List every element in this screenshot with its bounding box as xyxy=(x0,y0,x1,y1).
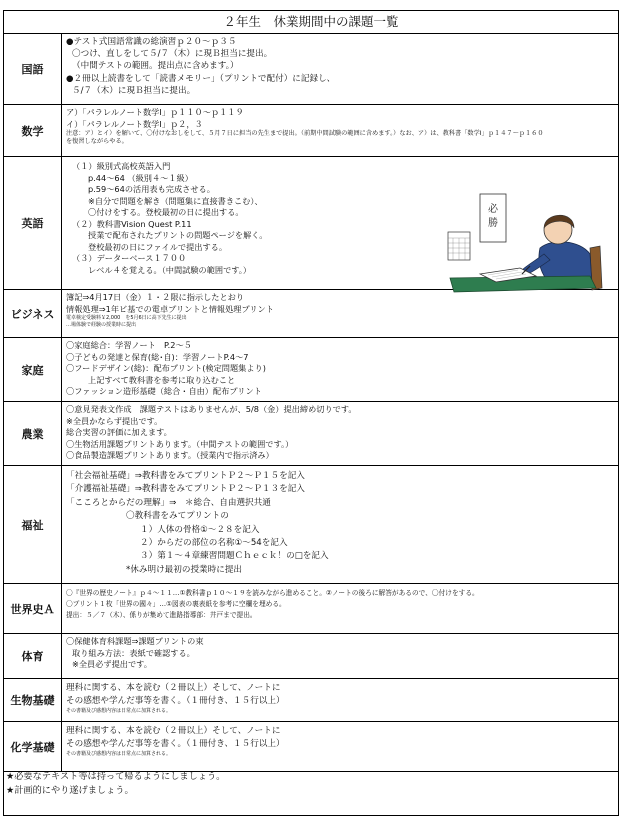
content-line: レベル４を覚える。（中間試験の範囲です。） xyxy=(88,264,252,275)
row-content xyxy=(62,679,619,722)
content-line: …場体験で経験の授業時に提出 xyxy=(66,322,137,328)
content-line: ※自分で問題を解き（問題集に直接書きこむ）、 xyxy=(88,195,263,206)
subject-label: ビジネス xyxy=(4,290,62,338)
content-line: 〇意見発表文作成 課題テストはありませんが、5/8（金）提出締め切りです。 xyxy=(66,404,357,414)
table-row xyxy=(4,402,619,466)
content-line: 〇つけ、直しをして５/７（木）に現Ｂ担当に提出。 xyxy=(72,49,273,60)
subject-label: 生物基礎 xyxy=(4,679,62,722)
content-line: 上記すべて教科書を参考に取り込むこと xyxy=(88,374,236,385)
content-line: 〇フードデザイン(総)：配布プリント(検定問題集より) xyxy=(66,363,266,373)
content-line: その書籍及び感想内容は日常点に加算される。 xyxy=(66,708,172,714)
content-line: ５/７（木）に現Ｂ担当に提出。 xyxy=(72,85,196,96)
content-line: 電卓検定受験料￥2,000 を5月6日に高下先生に提出 xyxy=(66,315,187,321)
content-line: 〇プリント１枚「世界の國々」…①図表の裏表紙を参考に空欄を埋める。 xyxy=(66,600,286,608)
content-line: 情報処理⇒1年ビ基での電卓プリントと情報処理プリント xyxy=(66,303,274,314)
table-row xyxy=(4,34,619,105)
row-content xyxy=(62,722,619,772)
content-line: ●テスト式国語常識の総演習ｐ２０～ｐ３５ xyxy=(66,37,237,47)
page-title: ２年生 休業期間中の課題一覧 xyxy=(3,10,619,34)
subject-label: 世界史Ａ xyxy=(4,584,62,634)
subject-label: 数学 xyxy=(4,105,62,157)
subject-label: 国語 xyxy=(4,34,62,105)
content-line: ア）「パラレルノート数学Ⅰ」ｐ１１０～ｐ１１９ xyxy=(66,107,244,117)
content-line: （３）データーベース１７００ xyxy=(72,253,187,263)
content-line: （２）教科書Vision Quest P.11 xyxy=(72,218,192,229)
subject-label: 福祉 xyxy=(4,466,62,584)
content-line: 〇保健体育科課題⇒課題プリントの束 xyxy=(66,636,204,646)
content-line: 〇ファッション造形基礎（総合・自由）配布プリント xyxy=(66,386,262,396)
table-row xyxy=(4,466,619,584)
content-line: p.59～64の活用表も完成させる。 xyxy=(88,184,215,194)
row-content xyxy=(62,338,619,402)
content-line: 「介護福祉基礎」⇒教科書をみてプリントＰ２～Ｐ１３を記入 xyxy=(66,484,305,495)
subject-label: 英語 xyxy=(4,157,62,290)
content-line: 〇生物活用課題プリントあります。（中間テストの範囲です。） xyxy=(66,438,294,449)
row-content xyxy=(62,634,619,679)
content-line: ※全員かならず提出です。 xyxy=(66,415,163,426)
content-line: ●２冊以上読書をして「読書メモリー」（プリントで配付）に記録し、 xyxy=(66,73,336,84)
assignment-table xyxy=(3,33,619,772)
content-line: を復習しながらやる。 xyxy=(66,138,128,145)
table-row xyxy=(4,105,619,157)
content-line: 〇付けをする。登校最初の日に提出する。 xyxy=(88,207,244,217)
content-line: その感想や学んだ事等を書く。（１冊付き、１５行以上） xyxy=(66,739,285,749)
content-line: （中間テストの範囲。提出点に含めます。） xyxy=(72,61,239,72)
table-row xyxy=(4,338,619,402)
content-line: 〇教科書をみてプリントの xyxy=(126,511,229,522)
table-row xyxy=(4,679,619,722)
content-line: p.44～64 （級別４～１級） xyxy=(88,172,193,183)
sign-char: 必 xyxy=(488,204,498,215)
table-row xyxy=(4,584,619,634)
subject-label: 家庭 xyxy=(4,338,62,402)
content-line: 理科に関する、本を読む（２冊以上）そして、ノートに xyxy=(66,726,281,736)
footer-note: ★計画的にやり遂げましょう。 xyxy=(6,785,134,796)
content-line: *休み明け最初の授業時に提出 xyxy=(126,564,243,575)
row-content xyxy=(62,34,619,105)
row-content xyxy=(62,402,619,466)
studying-student-illustration xyxy=(440,188,615,298)
footer-notes xyxy=(3,768,619,816)
content-line: 「社会福祉基礎」⇒教科書をみてプリントＰ２～Ｐ１５を記入 xyxy=(66,471,305,481)
content-line: 注意：ア）とイ）を解いて、〇付けなおしをして、５月７日に担当の先生まで提出。（前期中間試験の範囲に含めます。）なお、ア）は、教科書「数学Ⅰ」ｐ１４７～ｐ１６０ xyxy=(66,130,544,137)
table-row xyxy=(4,634,619,679)
content-line: 提出：５／７（木）、係りが集めて進路指導部：井戸まで提出。 xyxy=(66,611,257,619)
content-line: 〇子どもの発達と保育(総･自)：学習ノートP.4～7 xyxy=(66,351,249,362)
content-line: 〇食品製造課題プリントあります。（授業内で指示済み） xyxy=(66,450,274,460)
content-line: 〇『世界の歴史ノート』ｐ４～１１…①教科書ｐ１０～１９を読みながら進めること。②ノートの後ろに解答があるので、〇付けをする。 xyxy=(66,589,479,597)
table-row xyxy=(4,722,619,772)
content-line: 総合実習の評価に加えます。 xyxy=(66,427,172,437)
footer-note: ★必要なテキスト等は持って帰るようにしましょう。 xyxy=(6,771,226,782)
content-line: 「こころとからだの理解」⇒ ＊総合、自由選択共通 xyxy=(66,497,271,508)
content-line: ２）からだの部位の名称①～54を記入 xyxy=(140,538,288,549)
content-line: （１）級別式高校英語入門 xyxy=(72,161,171,171)
content-line: １）人体の骨格①～２８を記入 xyxy=(140,524,260,535)
subject-label: 農業 xyxy=(4,402,62,466)
content-line: 授業で配布されたプリントの問題ページを解く。 xyxy=(88,230,268,240)
content-line: その感想や学んだ事等を書く。（１冊付き、１５行以上） xyxy=(66,696,285,706)
sign-char: 勝 xyxy=(488,218,498,229)
content-line: ３）第１～４章練習問題Ｃｈｅｃｋ！の□を記入 xyxy=(140,551,329,562)
desk-icon xyxy=(450,276,596,292)
content-line: 登校最初の日にファイルで提出する。 xyxy=(88,241,228,252)
content-line: 理科に関する、本を読む（２冊以上）そして、ノートに xyxy=(66,683,281,693)
row-content xyxy=(62,466,619,584)
content-line: 〇家庭総合：学習ノート P.2～５ xyxy=(66,340,192,350)
content-line: 取り組み方法：表紙で確認する。 xyxy=(72,647,195,658)
subject-label: 体育 xyxy=(4,634,62,679)
content-line: イ）「パラレルノート数学Ⅰ」ｐ２，３ xyxy=(66,118,203,129)
row-content xyxy=(62,105,619,157)
content-line: 簿記⇒4月17日（金）１・２限に指示したとおり xyxy=(66,292,245,302)
row-content xyxy=(62,584,619,634)
subject-label: 化学基礎 xyxy=(4,722,62,772)
content-line: その書籍及び感想内容は日常点に加算される。 xyxy=(66,751,172,757)
content-line: ※全員必ず提出です。 xyxy=(72,659,152,669)
